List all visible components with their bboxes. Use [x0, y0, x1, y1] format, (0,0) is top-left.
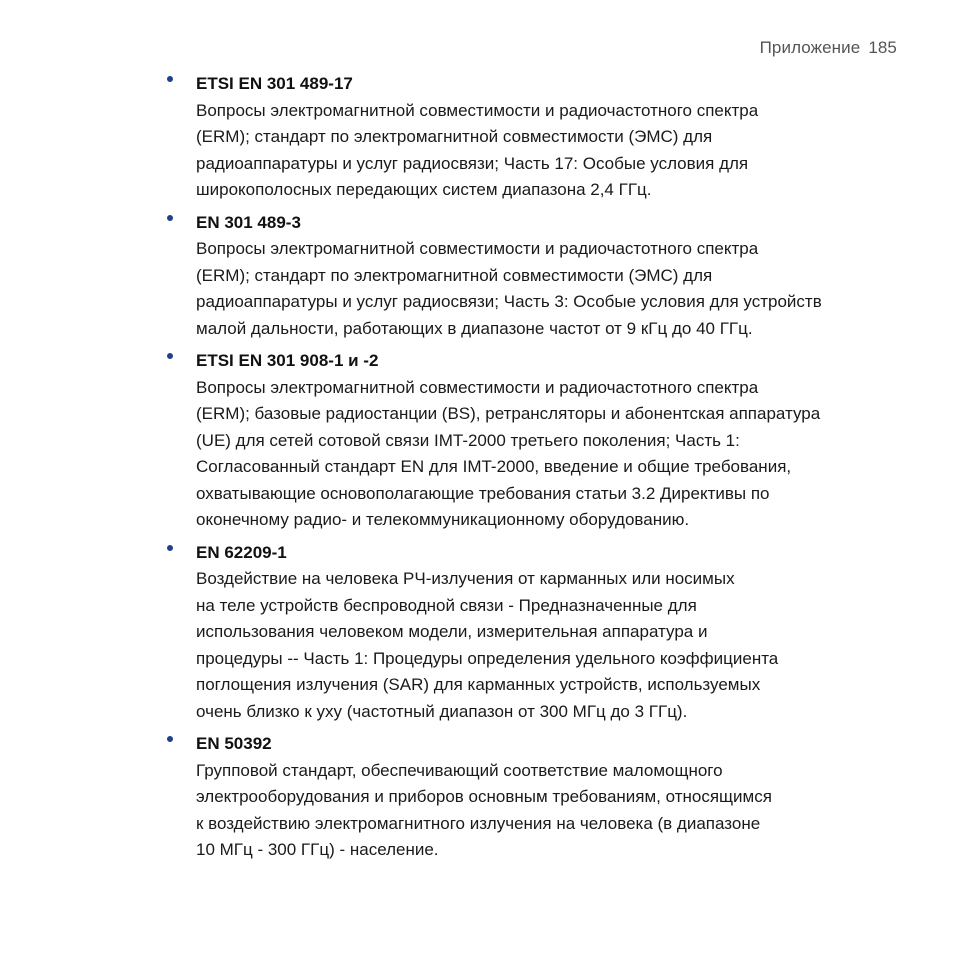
bullet-icon: [167, 353, 173, 359]
standard-description: [196, 98, 897, 204]
description-line: Согласованный стандарт EN для IMT-2000, введение и общие требования,: [196, 457, 792, 476]
running-header: [760, 38, 897, 58]
page-number: 185: [868, 38, 897, 57]
description-line: электрооборудования и приборов основным требованиям, относящимся: [196, 787, 772, 806]
description-line: (ERM); стандарт по электромагнитной совместимости (ЭМС) для: [196, 265, 713, 285]
description-line: (ERM); базовые радиостанции (BS), ретрансляторы и абонентская аппаратура: [196, 404, 821, 423]
standard-title: EN 62209-1: [196, 542, 287, 562]
standard-entry: [167, 71, 897, 204]
description-line: Вопросы электромагнитной совместимости и радиочастотного спектра: [196, 100, 759, 120]
description-line: использования человеком модели, измерительная аппаратура и: [196, 622, 708, 641]
description-line: 10 МГц - 300 ГГц) - население.: [196, 840, 439, 859]
description-line: Воздействие на человека РЧ-излучения от карманных или носимых: [196, 569, 735, 588]
description-line: Вопросы электромагнитной совместимости и радиочастотного спектра: [196, 239, 759, 258]
description-line: малой дальности, работающих в диапазоне частот от 9 кГц до 40 ГГц.: [196, 318, 753, 338]
standard-title: ETSI EN 301 489-17: [196, 74, 353, 93]
standard-title: EN 50392: [196, 734, 272, 753]
standard-entry: [167, 731, 897, 864]
description-line: (UE) для сетей сотовой связи IMT-2000 третьего поколения; Часть 1:: [196, 430, 740, 450]
bullet-icon: [167, 76, 173, 82]
bullet-icon: [167, 736, 173, 742]
standard-description: [196, 758, 897, 864]
description-line: охватывающие основополагающие требования статьи 3.2 Директивы по: [196, 483, 770, 503]
description-line: на теле устройств беспроводной связи - Предназначенные для: [196, 595, 697, 615]
standards-list: [167, 71, 897, 870]
standard-description: [196, 566, 897, 725]
standard-entry: [167, 348, 897, 534]
standard-entry: [167, 540, 897, 726]
standard-entry: [167, 210, 897, 343]
description-line: радиоаппаратуры и услуг радиосвязи; Часть 3: Особые условия для устройств: [196, 292, 822, 311]
description-line: поглощения излучения (SAR) для карманных устройств, используемых: [196, 675, 761, 694]
description-line: широкополосных передающих систем диапазона 2,4 ГГц.: [196, 180, 652, 199]
standard-description: [196, 375, 897, 534]
bullet-icon: [167, 215, 173, 221]
section-name: Приложение: [759, 38, 861, 57]
standard-title: EN 301 489-3: [196, 212, 301, 232]
description-line: радиоаппаратуры и услуг радиосвязи; Часть 17: Особые условия для: [196, 153, 749, 173]
description-line: Вопросы электромагнитной совместимости и радиочастотного спектра: [196, 377, 759, 397]
description-line: к воздействию электромагнитного излучения на человека (в диапазоне: [196, 813, 761, 833]
description-line: Групповой стандарт, обеспечивающий соответствие маломощного: [196, 760, 723, 780]
description-line: очень близко к уху (частотный диапазон от 300 МГц до 3 ГГц).: [196, 701, 688, 721]
description-line: процедуры -- Часть 1: Процедуры определения удельного коэффициента: [196, 648, 779, 668]
bullet-icon: [167, 545, 173, 551]
standard-description: [196, 236, 897, 342]
description-line: (ERM); стандарт по электромагнитной совместимости (ЭМС) для: [196, 127, 713, 146]
description-line: оконечному радио- и телекоммуникационному оборудованию.: [196, 510, 690, 529]
standard-title: ETSI EN 301 908-1 и -2: [196, 351, 379, 370]
